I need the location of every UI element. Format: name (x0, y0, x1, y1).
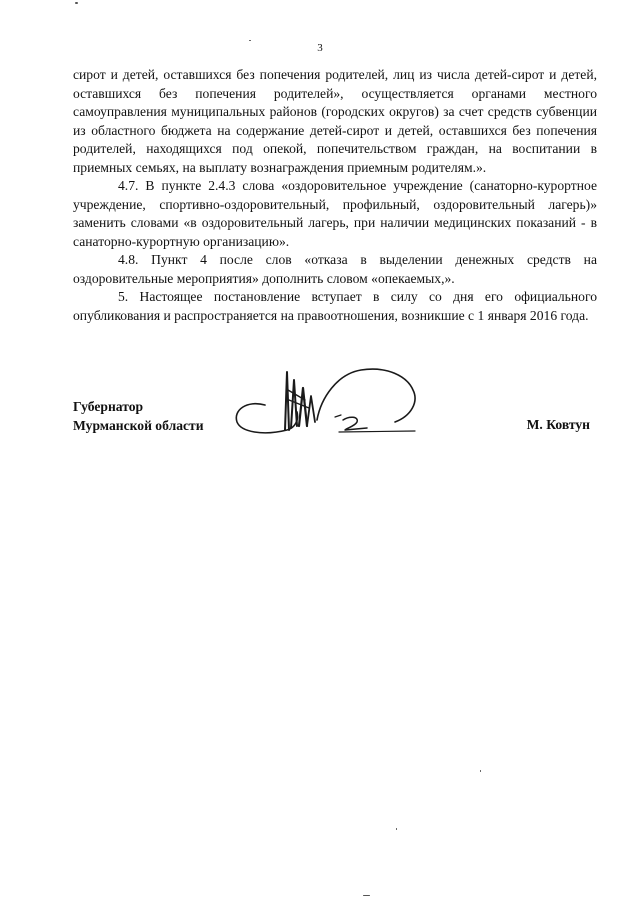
paragraph-5: 5. Настоящее постановление вступает в силу со дня его официального опубликования и распространяется на правоотношения, возникшие с 1 января 2016 года. (73, 289, 597, 323)
paragraph-4-7: 4.7. В пункте 2.4.3 слова «оздоровительное учреждение (санаторно-курортное учреждение, спортивно-оздоровительный, профильный, оздоровительный лагерь)» заменить словами «в оздоровительный лагерь, при наличии медицинских показаний - в санаторно-курортную организацию». (73, 178, 597, 249)
scan-speck (480, 770, 481, 772)
signer-title-line-2: Мурманской области (73, 417, 204, 433)
page-number: 3 (317, 42, 323, 54)
signer-title (73, 398, 204, 435)
signature-block (0, 360, 640, 450)
signer-name: М. Ковтун (526, 417, 590, 432)
scan-speck (363, 895, 370, 896)
paragraph-4-8: 4.8. Пункт 4 после слов «отказа в выделении денежных средств на оздоровительные мероприятия» дополнить словом «опекаемых,». (73, 252, 597, 286)
scan-speck (249, 40, 251, 41)
scan-speck (75, 2, 78, 4)
signer-title-line-1: Губернатор (73, 399, 144, 414)
paragraph-continuation: сирот и детей, оставшихся без попечения родителей, лиц из числа детей-сирот и детей, оставшихся без попечения родителей», осуществляется органами местного самоуправления муниципальных районов (городских округов) за счет средств субвенции из областного бюджета на содержание детей-сирот и детей, оставшихся без попечения родителей, находящихся под опекой, попечительством граждан, на воспитании в приемных семьях, на выплату вознаграждения приемным родителям.». (73, 67, 597, 175)
handwritten-signature (225, 360, 425, 440)
scan-speck (396, 828, 397, 830)
document-body (73, 66, 597, 325)
